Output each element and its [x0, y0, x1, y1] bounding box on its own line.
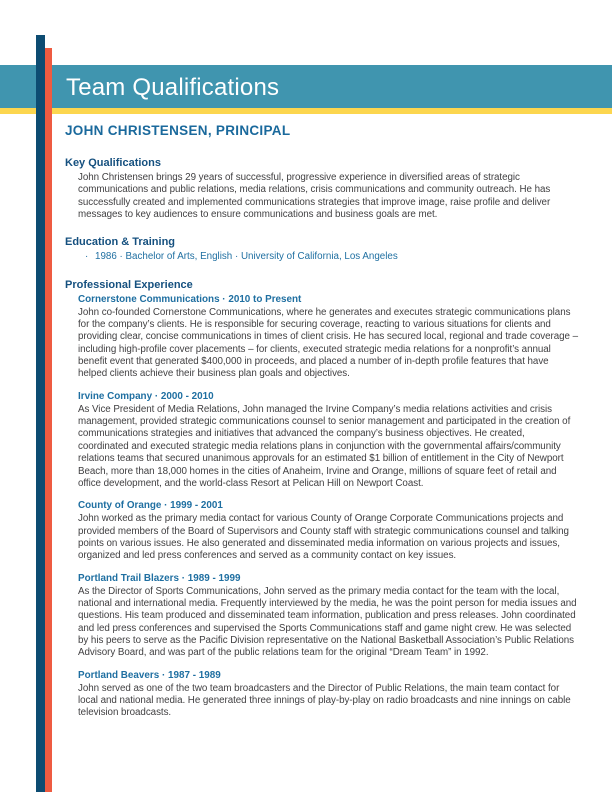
job-title: Cornerstone Communications · 2010 to Present — [78, 293, 302, 305]
education-item — [85, 251, 580, 263]
section-key-qualifications — [65, 157, 580, 221]
education-item-text: 1986 · Bachelor of Arts, English · University of California, Los Angeles — [95, 251, 398, 263]
section-heading: Education & Training — [65, 236, 176, 249]
person-name: JOHN CHRISTENSEN, PRINCIPAL — [65, 123, 291, 138]
job-description: John served as one of the two team broadcasters and the Director of Public Relations, the main team contact for local and national media. He generated three innings of play-by-play on radio broadcasts and nine innings on cable television broadcasts. — [78, 682, 571, 719]
job-title: Portland Trail Blazers · 1989 - 1999 — [78, 572, 241, 584]
job-entry — [78, 500, 580, 562]
job-description: As Vice President of Media Relations, John managed the Irvine Company’s media relations activities and crisis management, provided strategic communications counsel to senior management and participated in the creation of communications strategies and initiatives that advanced the company’s business objectives. He created, coordinated and executed strategic media relations plans in conjunction with the governmental affairs/community relations teams that secured unanimous approvals for an estimated $1 billion of entitlement in the City of Newport Beach, more than 18,000 homes in the cities of Anaheim, Irvine and Orange, millions of square feet of retail and office development, and the world-class Resort at Pelican Hill on Newport Coast. — [78, 403, 571, 489]
job-entry — [78, 670, 580, 720]
bullet-icon: · — [85, 251, 89, 263]
section-education-training — [65, 236, 580, 263]
left-accent-bar-orange — [45, 48, 52, 792]
section-heading: Professional Experience — [65, 278, 193, 291]
job-description: John co-founded Cornerstone Communications, where he generates and executes strategic communications plans for the company’s clients. He is responsible for securing coverage, reacting to various situations for clients and providing clear, concise communications in times of client crisis. He has secured local, regional and trade coverage – including high-profile cover placements – for clients, executed strategic media relations for a nonprofit’s annual benefit event that generated $400,000 in proceeds, and placed a number of in-depth profile features that have helped clients achieve their business plan goals and objectives. — [78, 306, 578, 380]
section-professional-experience — [65, 279, 580, 720]
job-title: Irvine Company · 2000 - 2010 — [78, 390, 214, 402]
job-entry — [78, 573, 580, 660]
page-banner — [0, 65, 612, 108]
job-title: County of Orange · 1999 - 2001 — [78, 500, 223, 512]
job-description: John worked as the primary media contact for various County of Orange Corporate Communications projects and provided members of the Board of Supervisors and County staff with strategic communications counsel and talking points on various issues. He also generated and disseminated media information on various projects and issues, organized and led press conferences and served as a community contact on key issues. — [78, 513, 569, 562]
page-title: Team Qualifications — [66, 74, 280, 101]
left-accent-bar-navy — [36, 35, 45, 792]
job-entry — [78, 391, 580, 490]
job-entry — [78, 294, 580, 381]
banner-underline — [0, 108, 612, 114]
key-qualifications-text: John Christensen brings 29 years of successful, progressive experience in diversified areas of strategic communications and public relations, media relations, crisis communications and community outreach. He has successfully created and implemented communications strategies that improve image, raise profile and deliver messages to key audiences to ensure communications and business goals are met. — [78, 172, 551, 221]
page-content — [65, 123, 580, 735]
section-heading: Key Qualifications — [65, 157, 161, 169]
job-description: As the Director of Sports Communications, John served as the primary media contact for the team with the local, national and international media. Frequently interviewed by the media, he was the point person for media issues and questions. His team produced and disseminated team information, publication and press releases. John coordinated and led press conferences and supervised the Sports Communications staff and game night crew. He was selected by his peers to serve as the Pacific Division representative on the National Basketball Association’s Public Relations Advisory Board, and was part of the public relations team for the original “Dream Team” in 1992. — [78, 585, 577, 659]
job-title: Portland Beavers · 1987 - 1989 — [78, 669, 221, 681]
